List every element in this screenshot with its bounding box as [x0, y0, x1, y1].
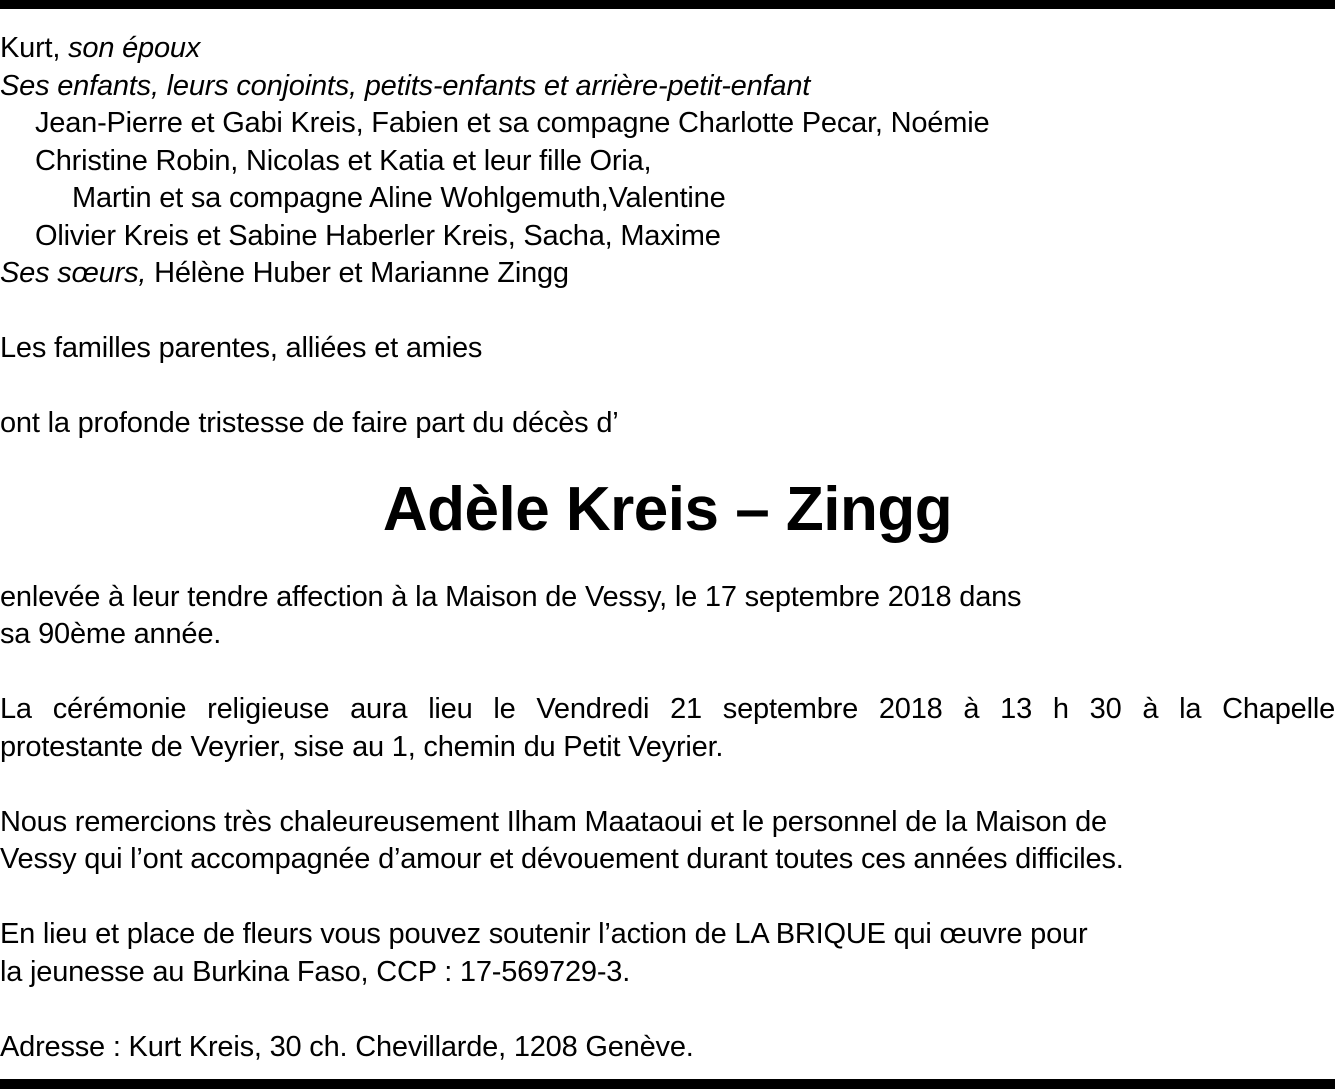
thanks-line: Nous remercions très chaleureusement Ilham Maataoui et le personnel de la Maison de [0, 805, 1107, 838]
spacer [0, 293, 1335, 331]
spacer [0, 879, 1335, 917]
death-line: sa 90ème année. [0, 618, 222, 650]
death-line: enlevée à leur tendre affection à la Maison de Vessy, le 17 septembre 2018 dans [0, 580, 1022, 613]
children-line: Christine Robin, Nicolas et Katia et leur fille Oria, [35, 144, 652, 177]
children-line: Olivier Kreis et Sabine Haberler Kreis, Sacha, Maxime [35, 219, 721, 252]
relatives-line: Les familles parentes, alliées et amies [0, 332, 483, 364]
top-rule [0, 0, 1335, 9]
sisters-names: Hélène Huber et Marianne Zingg [154, 257, 569, 289]
address-line: Adresse : Kurt Kreis, 30 ch. Chevillarde, 1208 Genève. [0, 1030, 694, 1063]
donation-line: la jeunesse au Burkina Faso, CCP : 17-569729-3. [0, 955, 631, 988]
announcement-line: ont la profonde tristesse de faire part du décès d’ [0, 407, 619, 439]
husband-role: son époux [68, 32, 201, 64]
donation-line: En lieu et place de fleurs vous pouvez soutenir l’action de LA BRIQUE qui œuvre pour [0, 918, 1088, 950]
children-line: Martin et sa compagne Aline Wohlgemuth,Valentine [72, 182, 726, 214]
husband-line [0, 30, 1335, 68]
children-heading: Ses enfants, leurs conjoints, petits-enfants et arrière-petit-enfant [0, 69, 811, 102]
ceremony-line: La cérémonie religieuse aura lieu le Vendredi 21 septembre 2018 à 13 h 30 à la Chapelle [0, 693, 1335, 725]
sisters-line [0, 255, 1335, 293]
ceremony-line: protestante de Veyrier, sise au 1, chemin du Petit Veyrier. [0, 730, 724, 763]
obituary-notice [0, 30, 1335, 1066]
bottom-rule [0, 1079, 1335, 1089]
spacer [0, 991, 1335, 1029]
spacer [0, 368, 1335, 406]
children-line: Jean-Pierre et Gabi Kreis, Fabien et sa compagne Charlotte Pecar, Noémie [35, 107, 990, 139]
sisters-label: Ses sœurs, [0, 257, 147, 289]
thanks-line: Vessy qui l’ont accompagnée d’amour et dévouement durant toutes ces années difficiles. [0, 843, 1124, 875]
spacer [0, 654, 1335, 692]
spacer [0, 766, 1335, 804]
husband-name: Kurt, [0, 32, 61, 64]
deceased-name: Adèle Kreis – Zingg [382, 474, 953, 544]
